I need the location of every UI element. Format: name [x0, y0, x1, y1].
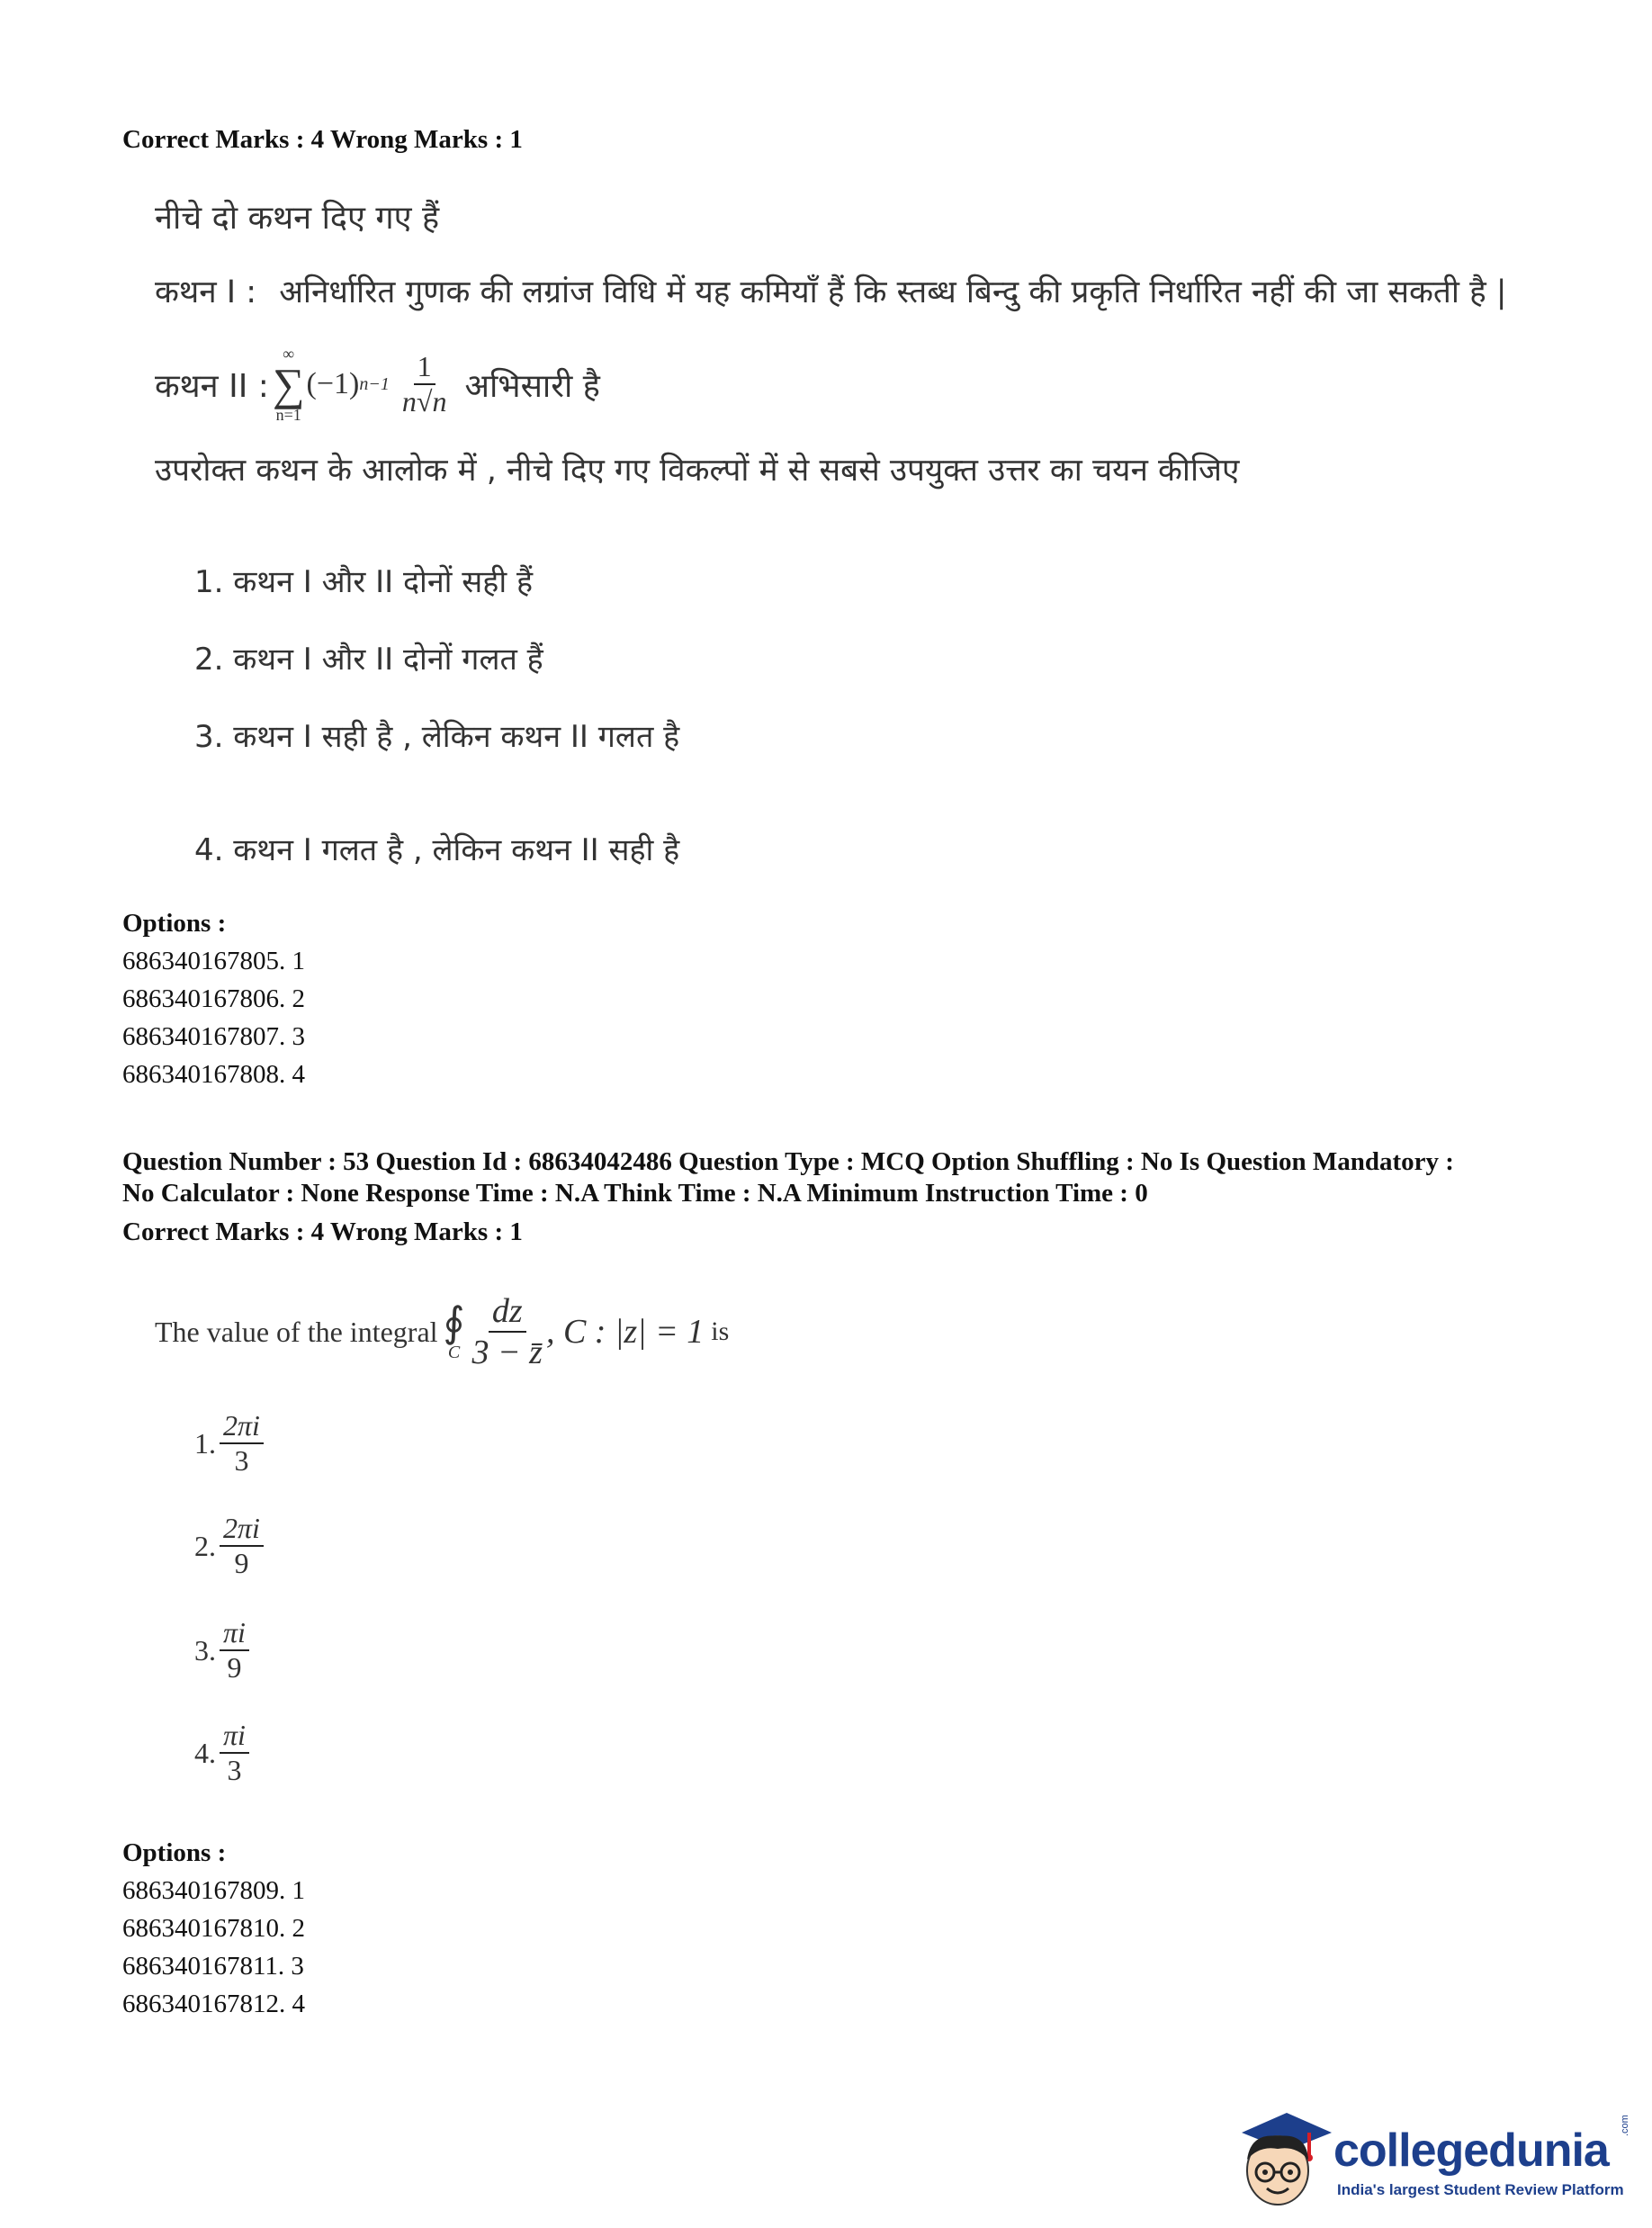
q52-option-4: 686340167808. 4 — [122, 1060, 305, 1089]
fraction-numerator: 1 — [414, 350, 435, 385]
q52-options-label: Options : — [122, 909, 227, 938]
q53-header-line2: No Calculator : None Response Time : N.A Think Time : N.A Minimum Instruction Time : 0 — [122, 1179, 1148, 1208]
question-prefix: The value of the integral — [155, 1315, 438, 1348]
q52-statement2 — [155, 335, 600, 434]
q53-option-2: 686340167810. 2 — [122, 1914, 305, 1943]
q53-choice-3 — [194, 1616, 249, 1684]
mascot-icon — [1224, 2097, 1332, 2214]
contour-integral — [443, 1299, 465, 1362]
sum-lower-limit: n=1 — [275, 406, 301, 424]
choice-denominator: 9 — [234, 1547, 249, 1579]
choice-number: 2. — [194, 1529, 216, 1562]
q53-choice-4 — [194, 1719, 249, 1787]
statement1-label: कथन I : — [155, 274, 257, 310]
summation — [273, 346, 305, 423]
choice-fraction — [220, 1719, 249, 1787]
q52-choice-1: 1. कथन I और II दोनों सही हैं — [194, 564, 534, 600]
q53-option-3: 686340167811. 3 — [122, 1952, 304, 1981]
q53-header-line1: Question Number : 53 Question Id : 68634042486 Question Type : MCQ Option Shuffling : No Is Question Mandatory : — [122, 1147, 1454, 1176]
q52-choice-4: 4. कथन I गलत है , लेकिन कथन II सही है — [194, 832, 680, 868]
series-exponent: n−1 — [359, 373, 390, 394]
choice-denominator: 9 — [227, 1651, 242, 1684]
choice-number: 1. — [194, 1426, 216, 1460]
series-fraction — [399, 350, 451, 418]
sigma-icon: ∑ — [272, 359, 305, 409]
integrand-numerator: dz — [489, 1291, 526, 1333]
brand-name: collegedunia — [1333, 2125, 1609, 2177]
choice-numerator: 2πi — [220, 1512, 264, 1547]
series-expression — [273, 346, 451, 423]
integrand-fraction — [469, 1291, 546, 1372]
q53-question — [155, 1282, 729, 1381]
integrand-denominator: 3 − z̄ — [471, 1334, 543, 1371]
q52-statement1 — [155, 270, 1507, 312]
q52-option-2: 686340167806. 2 — [122, 984, 305, 1013]
q53-marks: Correct Marks : 4 Wrong Marks : 1 — [122, 1217, 523, 1246]
choice-number: 4. — [194, 1736, 216, 1769]
choice-denominator: 3 — [227, 1754, 242, 1786]
collegedunia-logo — [1224, 2097, 1638, 2214]
statement2-suffix: अभिसारी है — [464, 367, 600, 405]
brand-dotcom: .com — [1620, 2115, 1630, 2136]
choice-fraction — [220, 1616, 249, 1684]
question-suffix: is — [711, 1316, 730, 1346]
sum-upper-limit: ∞ — [283, 345, 295, 363]
choice-numerator: 2πi — [220, 1409, 264, 1444]
choice-numerator: πi — [220, 1616, 249, 1651]
q53-choice-2 — [194, 1512, 264, 1580]
integral-subscript: C — [447, 1343, 461, 1362]
q53-choice-1 — [194, 1409, 264, 1478]
choice-fraction — [220, 1409, 264, 1478]
q52-option-1: 686340167805. 1 — [122, 947, 305, 975]
q52-instruction: उपरोक्त कथन के आलोक में , नीचे दिए गए विकल्पों में से सबसे उपयुक्त उत्तर का चयन कीजिए — [155, 453, 1240, 489]
q52-option-3: 686340167807. 3 — [122, 1022, 305, 1051]
q53-options-label: Options : — [122, 1838, 227, 1867]
fraction-denominator: n√n — [401, 385, 447, 418]
q53-option-4: 686340167812. 4 — [122, 1990, 305, 2018]
contour-integral-icon: ∮ — [443, 1299, 465, 1345]
q53-option-1: 686340167809. 1 — [122, 1876, 305, 1905]
q52-intro: नीचे दो कथन दिए गए हैं — [155, 200, 440, 237]
brand-tagline: India's largest Student Review Platform — [1337, 2181, 1624, 2198]
series-base: (−1) — [306, 367, 360, 400]
q52-choice-2: 2. कथन I और II दोनों गलत हैं — [194, 642, 543, 678]
integral-condition: , C : |z| = 1 — [545, 1313, 705, 1351]
choice-denominator: 3 — [234, 1444, 249, 1477]
statement1-text: अनिर्धारित गुणक की लग्रांज विधि में यह कमियाँ हैं कि स्तब्ध बिन्दु की प्रकृति निर्धारित नहीं की जा सकती है | — [279, 274, 1507, 310]
q52-marks: Correct Marks : 4 Wrong Marks : 1 — [122, 125, 523, 154]
choice-number: 3. — [194, 1633, 216, 1667]
choice-numerator: πi — [220, 1719, 249, 1754]
q52-choice-3: 3. कथन I सही है , लेकिन कथन II गलत है — [194, 719, 680, 755]
choice-fraction — [220, 1512, 264, 1580]
statement2-label: कथन II : — [155, 367, 269, 405]
